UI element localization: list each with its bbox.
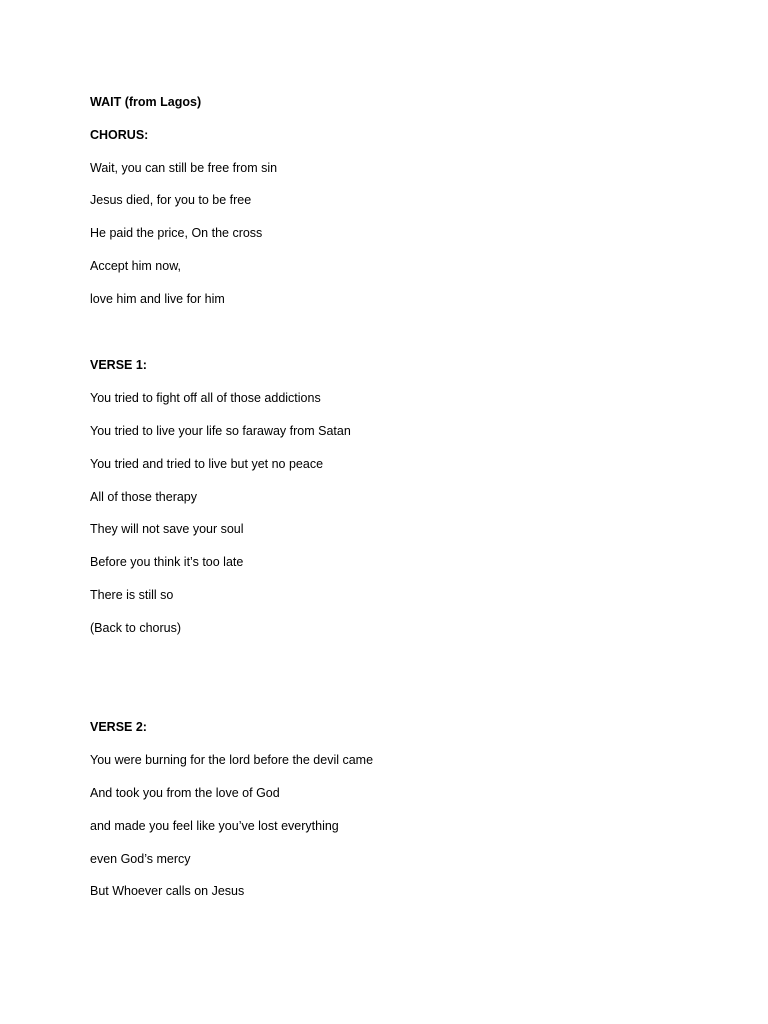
verse2-line: But Whoever calls on Jesus — [90, 884, 245, 898]
verse2-line: even God’s mercy — [90, 852, 191, 866]
verse1-line: You tried and tried to live but yet no peace — [90, 457, 324, 471]
verse1-line: They will not save your soul — [90, 522, 244, 536]
song-title: WAIT (from Lagos) — [90, 95, 202, 109]
verse2-line: and made you feel like you’ve lost everything — [90, 819, 339, 833]
verse1-line: There is still so — [90, 588, 174, 602]
verse2-line: And took you from the love of God — [90, 786, 280, 800]
verse1-line: You tried to fight off all of those addictions — [90, 391, 321, 405]
chorus-line: Wait, you can still be free from sin — [90, 161, 278, 175]
verse1-line: All of those therapy — [90, 490, 198, 504]
verse2-line: You were burning for the lord before the devil came — [90, 753, 374, 767]
verse1-line: Before you think it’s too late — [90, 555, 244, 569]
verse1-line: (Back to chorus) — [90, 621, 182, 635]
chorus-line: Jesus died, for you to be free — [90, 193, 252, 207]
chorus-line: He paid the price, On the cross — [90, 226, 263, 240]
chorus-heading: CHORUS: — [90, 128, 149, 142]
verse2-heading: VERSE 2: — [90, 720, 147, 734]
chorus-line: love him and live for him — [90, 292, 225, 306]
verse1-heading: VERSE 1: — [90, 358, 147, 372]
chorus-line: Accept him now, — [90, 259, 182, 273]
verse1-line: You tried to live your life so faraway from Satan — [90, 424, 351, 438]
